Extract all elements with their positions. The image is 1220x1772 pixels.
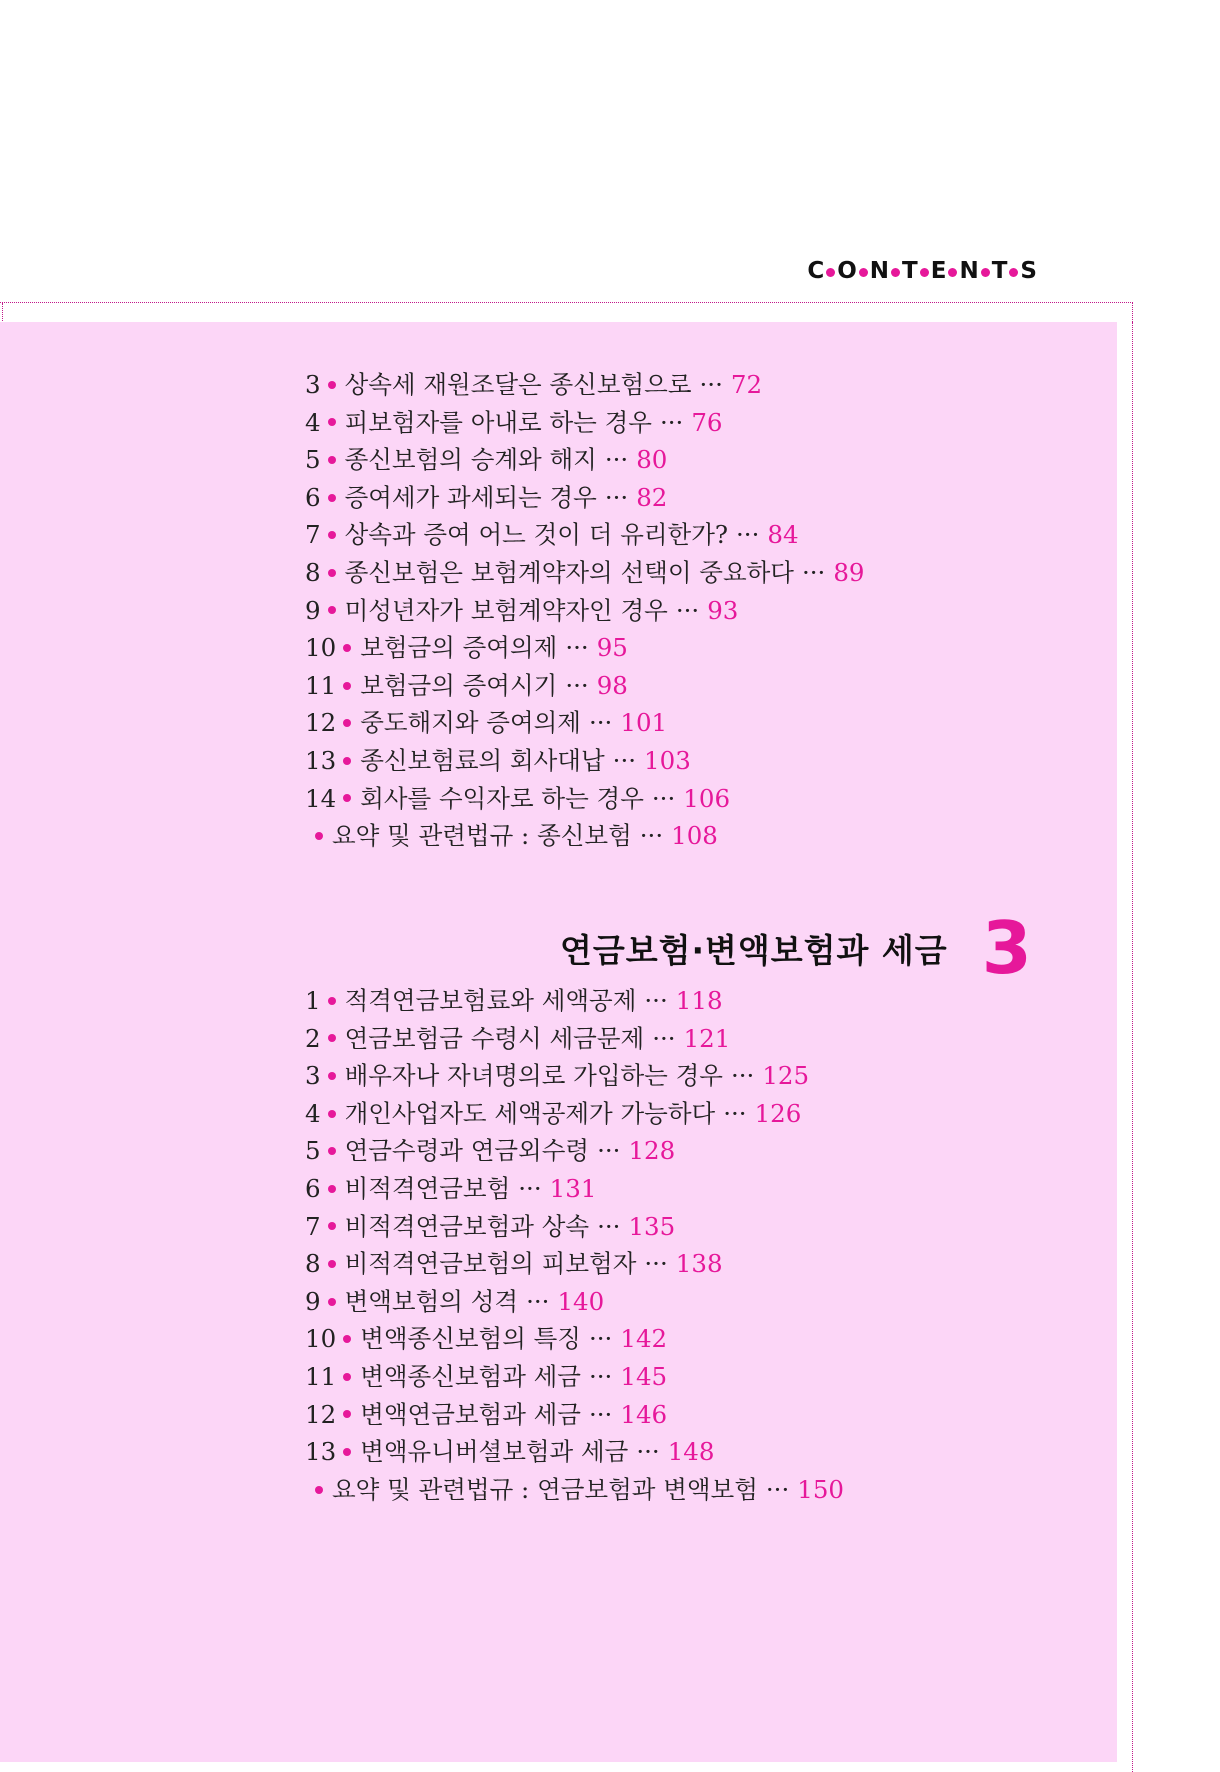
toc-summary-entry[interactable] — [305, 1471, 1025, 1509]
bullet-icon — [328, 569, 336, 577]
toc-entry-page: 142 — [620, 1324, 668, 1354]
bullet-icon — [343, 644, 351, 652]
toc-entry-page: 80 — [636, 445, 668, 475]
toc-entry-number: 3 — [305, 370, 321, 399]
toc-entry-page: 82 — [636, 482, 668, 512]
toc-entry-title: 적격연금보험료와 세액공제 — [344, 986, 637, 1015]
toc-entry-title: 변액유니버셜보험과 세금 — [360, 1437, 629, 1467]
bullet-icon — [343, 1448, 351, 1456]
bullet-icon — [343, 1410, 351, 1418]
leader-dots: ··· — [636, 1437, 660, 1467]
contents-letter: T — [991, 258, 1008, 284]
leader-dots: ··· — [675, 595, 700, 625]
toc-section-1 — [305, 366, 1025, 855]
contents-dot — [948, 268, 957, 277]
toc-summary-page: 108 — [671, 821, 718, 851]
toc-entry-title: 변액보험의 성격 — [344, 1286, 519, 1316]
contents-dot — [826, 268, 835, 277]
bullet-icon — [328, 1110, 336, 1118]
toc-entry-title: 보험금의 증여의제 — [360, 633, 558, 663]
toc-entry-number: 14 — [305, 783, 337, 813]
toc-entry[interactable] — [305, 1283, 1025, 1321]
leader-dots: ··· — [526, 1286, 550, 1316]
chapter-heading — [560, 908, 1032, 988]
leader-dots: ··· — [604, 445, 629, 475]
toc-entry-title: 연금수령과 연금외수령 — [344, 1136, 590, 1166]
toc-entry-number: 11 — [305, 1361, 337, 1391]
toc-entry-number: 8 — [305, 557, 321, 587]
leader-dots: ··· — [588, 708, 613, 738]
toc-entry-title: 증여세가 과세되는 경우 — [344, 482, 597, 512]
toc-entry-page: 98 — [596, 670, 628, 700]
toc-entry-number: 13 — [305, 1437, 337, 1467]
contents-letter: T — [902, 258, 918, 284]
toc-entry-page: 140 — [557, 1286, 605, 1316]
contents-header — [807, 258, 1037, 284]
toc-summary-title: 요약 및 관련법규 : 종신보험 — [332, 821, 632, 851]
leader-dots: ··· — [644, 1249, 668, 1279]
toc-entry-title: 회사를 수익자로 하는 경우 — [360, 783, 644, 813]
toc-entry-page: 118 — [675, 986, 723, 1015]
bullet-icon — [328, 531, 336, 539]
leader-dots: ··· — [659, 407, 684, 437]
contents-dot — [859, 268, 868, 277]
leader-dots: ··· — [723, 1098, 747, 1128]
contents-dot — [981, 268, 990, 277]
toc-entry-title: 종신보험은 보험계약자의 선택이 중요하다 — [344, 557, 794, 587]
toc-entry-number: 9 — [305, 1286, 321, 1316]
toc-entry-page: 106 — [683, 783, 731, 813]
toc-entry-number: 5 — [305, 1136, 321, 1166]
toc-entry-title: 상속세 재원조달은 종신보험으로 — [344, 370, 692, 399]
toc-entry-title: 변액종신보험의 특징 — [360, 1324, 581, 1354]
bullet-icon — [315, 1486, 323, 1494]
toc-entry[interactable] — [305, 780, 1025, 818]
toc-entry[interactable] — [305, 516, 1025, 554]
chapter-number: 3 — [981, 906, 1032, 990]
toc-entry-page: 103 — [644, 745, 691, 775]
toc-entry-title: 연금보험금 수령시 세금문제 — [344, 1023, 645, 1053]
toc-entry-title: 배우자나 자녀명의로 가입하는 경우 — [344, 1061, 723, 1091]
toc-entry-number: 5 — [305, 445, 321, 475]
leader-dots: ··· — [801, 557, 826, 587]
contents-letter: N — [959, 258, 979, 284]
toc-entry-number: 6 — [305, 1173, 321, 1203]
toc-entry-page: 135 — [628, 1211, 676, 1241]
bullet-icon — [328, 1147, 336, 1155]
toc-entry[interactable] — [305, 1170, 1025, 1208]
bullet-icon — [328, 1222, 336, 1230]
toc-entry-number: 13 — [305, 745, 337, 775]
toc-entry-page: 128 — [628, 1136, 676, 1166]
toc-entry-page: 101 — [620, 708, 668, 738]
bullet-icon — [328, 1260, 336, 1268]
leader-dots: ··· — [652, 1023, 676, 1053]
leader-dots: ··· — [588, 1324, 613, 1354]
toc-entry-number: 4 — [305, 407, 321, 437]
leader-dots: ··· — [565, 670, 589, 700]
toc-entry[interactable] — [305, 742, 1025, 780]
contents-letter: E — [930, 258, 947, 284]
contents-letter: C — [807, 258, 825, 284]
leader-dots: ··· — [736, 520, 760, 550]
toc-entry-page: 146 — [620, 1399, 668, 1429]
toc-summary-page: 150 — [797, 1474, 845, 1504]
toc-entry[interactable] — [305, 1320, 1025, 1358]
contents-dot — [891, 268, 900, 277]
bullet-icon — [343, 1373, 351, 1381]
bullet-icon — [328, 997, 336, 1005]
toc-entry-number: 12 — [305, 1399, 337, 1429]
toc-entry-page: 84 — [767, 520, 799, 550]
toc-entry[interactable] — [305, 1208, 1025, 1246]
contents-dot — [920, 268, 929, 277]
toc-entry[interactable] — [305, 366, 1025, 404]
toc-entry[interactable] — [305, 629, 1025, 667]
contents-letter: O — [837, 258, 857, 284]
toc-entry[interactable] — [305, 404, 1025, 442]
toc-entry-page: 89 — [833, 557, 865, 587]
leader-dots: ··· — [604, 482, 629, 512]
toc-entry-page: 145 — [620, 1361, 668, 1391]
toc-entry-title: 보험금의 증여시기 — [360, 670, 558, 700]
panel-edge-line — [1132, 322, 1133, 1762]
toc-entry[interactable] — [305, 704, 1025, 742]
toc-entry-number: 8 — [305, 1249, 321, 1279]
toc-entry-page: 138 — [675, 1249, 723, 1279]
toc-entry-title: 개인사업자도 세액공제가 가능하다 — [344, 1098, 716, 1128]
bullet-icon — [328, 494, 336, 502]
toc-entry-title: 중도해지와 증여의제 — [360, 708, 581, 738]
toc-entry[interactable] — [305, 479, 1025, 517]
toc-entry[interactable] — [305, 1132, 1025, 1170]
toc-entry-page: 148 — [667, 1437, 715, 1467]
bullet-icon — [343, 682, 351, 690]
bullet-icon — [328, 1072, 336, 1080]
leader-dots: ··· — [565, 633, 589, 663]
toc-entry-number: 2 — [305, 1023, 321, 1053]
contents-dot — [1009, 268, 1018, 277]
toc-entry-number: 12 — [305, 708, 337, 738]
toc-entry-title: 피보험자를 아내로 하는 경우 — [344, 407, 652, 437]
toc-entry-page: 125 — [762, 1061, 810, 1091]
toc-entry-number: 10 — [305, 1324, 337, 1354]
toc-entry[interactable] — [305, 1396, 1025, 1434]
toc-entry[interactable] — [305, 667, 1025, 705]
toc-entry-page: 121 — [683, 1023, 731, 1053]
bullet-icon — [343, 1335, 351, 1343]
leader-dots: ··· — [588, 1361, 613, 1391]
chapter-title: 연금보험·변액보험과 세금 — [560, 930, 948, 970]
bullet-icon — [343, 757, 351, 765]
leader-dots: ··· — [730, 1061, 755, 1091]
toc-entry-title: 변액연금보험과 세금 — [360, 1399, 581, 1429]
toc-entry-page: 95 — [596, 633, 628, 663]
toc-entry-number: 3 — [305, 1061, 321, 1091]
toc-entry-title: 비적격연금보험과 상속 — [344, 1211, 590, 1241]
toc-entry-page: 76 — [691, 407, 723, 437]
contents-letter: N — [869, 258, 890, 284]
toc-summary-entry[interactable] — [305, 817, 1025, 855]
toc-entry-number: 9 — [305, 595, 321, 625]
toc-entry-number: 6 — [305, 482, 321, 512]
toc-entry[interactable] — [305, 1358, 1025, 1396]
toc-entry[interactable] — [305, 1095, 1025, 1133]
bullet-icon — [343, 794, 351, 802]
toc-entry-title: 상속과 증여 어느 것이 더 유리한가? — [344, 520, 729, 550]
toc-entry[interactable] — [305, 982, 1025, 1020]
bullet-icon — [328, 456, 336, 464]
bullet-icon — [343, 719, 351, 727]
toc-entry-number: 1 — [305, 986, 321, 1015]
toc-entry[interactable] — [305, 1433, 1025, 1471]
toc-entry-title: 종신보험의 승계와 해지 — [344, 445, 597, 475]
leader-dots: ··· — [597, 1211, 621, 1241]
toc-entry-page: 93 — [707, 595, 739, 625]
toc-entry-number: 10 — [305, 633, 337, 663]
leader-dots: ··· — [588, 1399, 613, 1429]
toc-entry[interactable] — [305, 441, 1025, 479]
toc-entry-title: 변액종신보험과 세금 — [360, 1361, 581, 1391]
toc-entry[interactable] — [305, 1020, 1025, 1058]
toc-entry-title: 비적격연금보험 — [344, 1173, 511, 1203]
bullet-icon — [328, 1298, 336, 1306]
toc-entry-title: 미성년자가 보험계약자인 경우 — [344, 595, 668, 625]
leader-dots: ··· — [765, 1474, 790, 1504]
toc-entry[interactable] — [305, 592, 1025, 630]
leader-dots: ··· — [597, 1136, 621, 1166]
leader-dots: ··· — [639, 821, 664, 851]
leader-dots: ··· — [651, 783, 676, 813]
toc-entry-number: 7 — [305, 520, 321, 550]
toc-entry[interactable] — [305, 1057, 1025, 1095]
toc-section-2 — [305, 982, 1025, 1508]
leader-dots: ··· — [612, 745, 637, 775]
toc-entry-number: 11 — [305, 670, 337, 700]
bullet-icon — [328, 381, 336, 389]
bullet-icon — [328, 1185, 336, 1193]
toc-entry-number: 4 — [305, 1098, 321, 1128]
toc-entry[interactable] — [305, 1245, 1025, 1283]
leader-dots: ··· — [699, 370, 723, 399]
toc-entry-title: 비적격연금보험의 피보험자 — [344, 1249, 637, 1279]
bullet-icon — [315, 832, 323, 840]
toc-entry-page: 72 — [730, 370, 763, 399]
toc-summary-title: 요약 및 관련법규 : 연금보험과 변액보험 — [332, 1474, 758, 1504]
toc-entry-page: 126 — [754, 1098, 802, 1128]
leader-dots: ··· — [518, 1173, 542, 1203]
bullet-icon — [328, 418, 336, 426]
leader-dots: ··· — [644, 986, 668, 1015]
toc-entry-title: 종신보험료의 회사대납 — [360, 745, 605, 775]
bullet-icon — [328, 606, 336, 614]
toc-entry[interactable] — [305, 554, 1025, 592]
contents-letter: S — [1020, 258, 1037, 284]
bullet-icon — [328, 1034, 336, 1042]
toc-entry-page: 131 — [549, 1173, 597, 1203]
toc-entry-number: 7 — [305, 1211, 321, 1241]
